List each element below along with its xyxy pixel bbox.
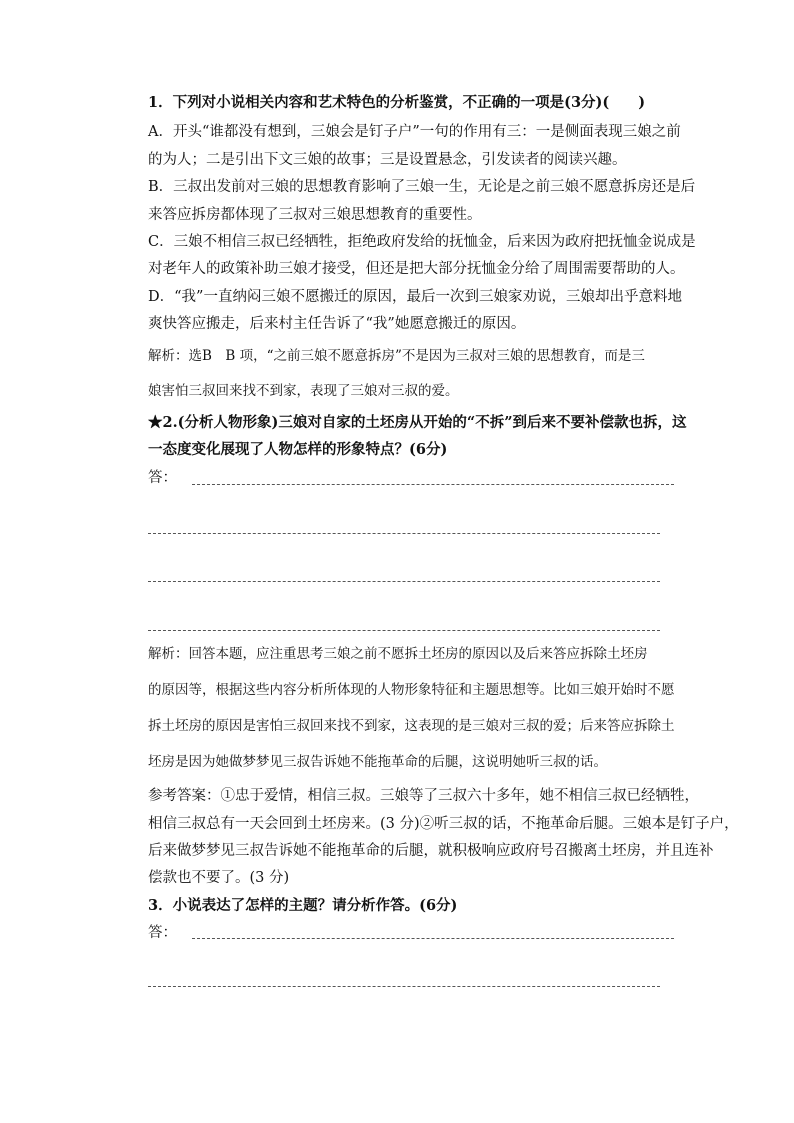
q1-analysis-line1: 解析：选B B 项，“之前三娘不愿意拆房”不是因为三叔对三娘的思想教育，而是三 xyxy=(148,348,645,364)
q3-stem: 3．小说表达了怎样的主题？请分析作答。(6分) xyxy=(148,897,458,914)
q2-answer-line-1[interactable] xyxy=(192,484,674,485)
q1-option-c-line2: 对老年人的政策补助三娘才接受，但还是把大部分抚恤金分给了周围需要帮助的人。 xyxy=(148,261,685,277)
q2-reference-answer-line3: 后来做梦梦见三叔告诉她不能拖革命的后腿，就积极响应政府号召搬离土坯房，并且连补 xyxy=(148,843,714,859)
q1-option-d-line1: D．“我”一直纳闷三娘不愿搬迁的原因，最后一次到三娘家劝说，三娘却出乎意料地 xyxy=(148,289,682,305)
q2-reference-answer-line1: 参考答案：①忠于爱情，相信三叔。三娘等了三叔六十多年，她不相信三叔已经牺牲， xyxy=(148,788,699,804)
q2-stem-line1: ★2.(分析人物形象)三娘对自家的土坯房从开始的“不拆”到后来不要补偿款也拆，这 xyxy=(148,414,687,431)
q1-analysis-line2: 娘害怕三叔回来找不到家，表现了三娘对三叔的爱。 xyxy=(148,383,459,399)
q3-answer-line-2[interactable] xyxy=(148,986,660,987)
q1-stem: 1．下列对小说相关内容和艺术特色的分析鉴赏，不正确的一项是(3分)( ) xyxy=(148,94,646,111)
q2-answer-line-2[interactable] xyxy=(148,533,660,534)
q1-option-c-line1: C．三娘不相信三叔已经牺牲，拒绝政府发给的抚恤金，后来因为政府把抚恤金说成是 xyxy=(148,234,696,250)
q1-option-b-line2: 来答应拆房都体现了三叔对三娘思想教育的重要性。 xyxy=(148,207,482,223)
q1-option-d-line2: 爽快答应搬走，后来村主任告诉了“我”她愿意搬迁的原因。 xyxy=(148,316,526,332)
q2-answer-line-3[interactable] xyxy=(148,581,660,582)
q2-reference-answer-line2: 相信三叔总有一天会回到土坯房来。(3 分)②听三叔的话，不拖革命后腿。三娘本是钉子户， xyxy=(148,816,739,832)
q1-option-a-line1: A．开头“谁都没有想到，三娘会是钉子户”一句的作用有三：一是侧面表现三娘之前 xyxy=(148,124,681,140)
q2-reference-answer-line4: 偿款也不要了。(3 分) xyxy=(148,870,290,886)
q2-analysis-line4: 坯房是因为她做梦梦见三叔告诉她不能拖革命的后腿，这说明她听三叔的话。 xyxy=(148,754,607,770)
q2-stem-line2: 一态度变化展现了人物怎样的形象特点？(6分) xyxy=(148,441,448,458)
q2-analysis-line2: 的原因等，根据这些内容分析所体现的人物形象特征和主题思想等。比如三娘开始时不愿 xyxy=(148,682,675,698)
q3-answer-line-1[interactable] xyxy=(192,938,674,939)
q2-answer-line-4[interactable] xyxy=(148,630,660,631)
q1-option-a-line2: 的为人；二是引出下文三娘的故事；三是设置悬念，引发读者的阅读兴趣。 xyxy=(148,152,627,168)
q2-answer-label: 答： xyxy=(148,470,177,486)
q3-answer-label: 答： xyxy=(148,925,177,941)
q1-option-b-line1: B．三叔出发前对三娘的思想教育影响了三娘一生，无论是之前三娘不愿意拆房还是后 xyxy=(148,179,696,195)
q2-analysis-line1: 解析：回答本题，应注重思考三娘之前不愿拆土坯房的原因以及后来答应拆除土坯房 xyxy=(148,646,648,662)
q2-analysis-line3: 拆土坯房的原因是害怕三叔回来找不到家，这表现的是三娘对三叔的爱；后来答应拆除土 xyxy=(148,718,675,734)
